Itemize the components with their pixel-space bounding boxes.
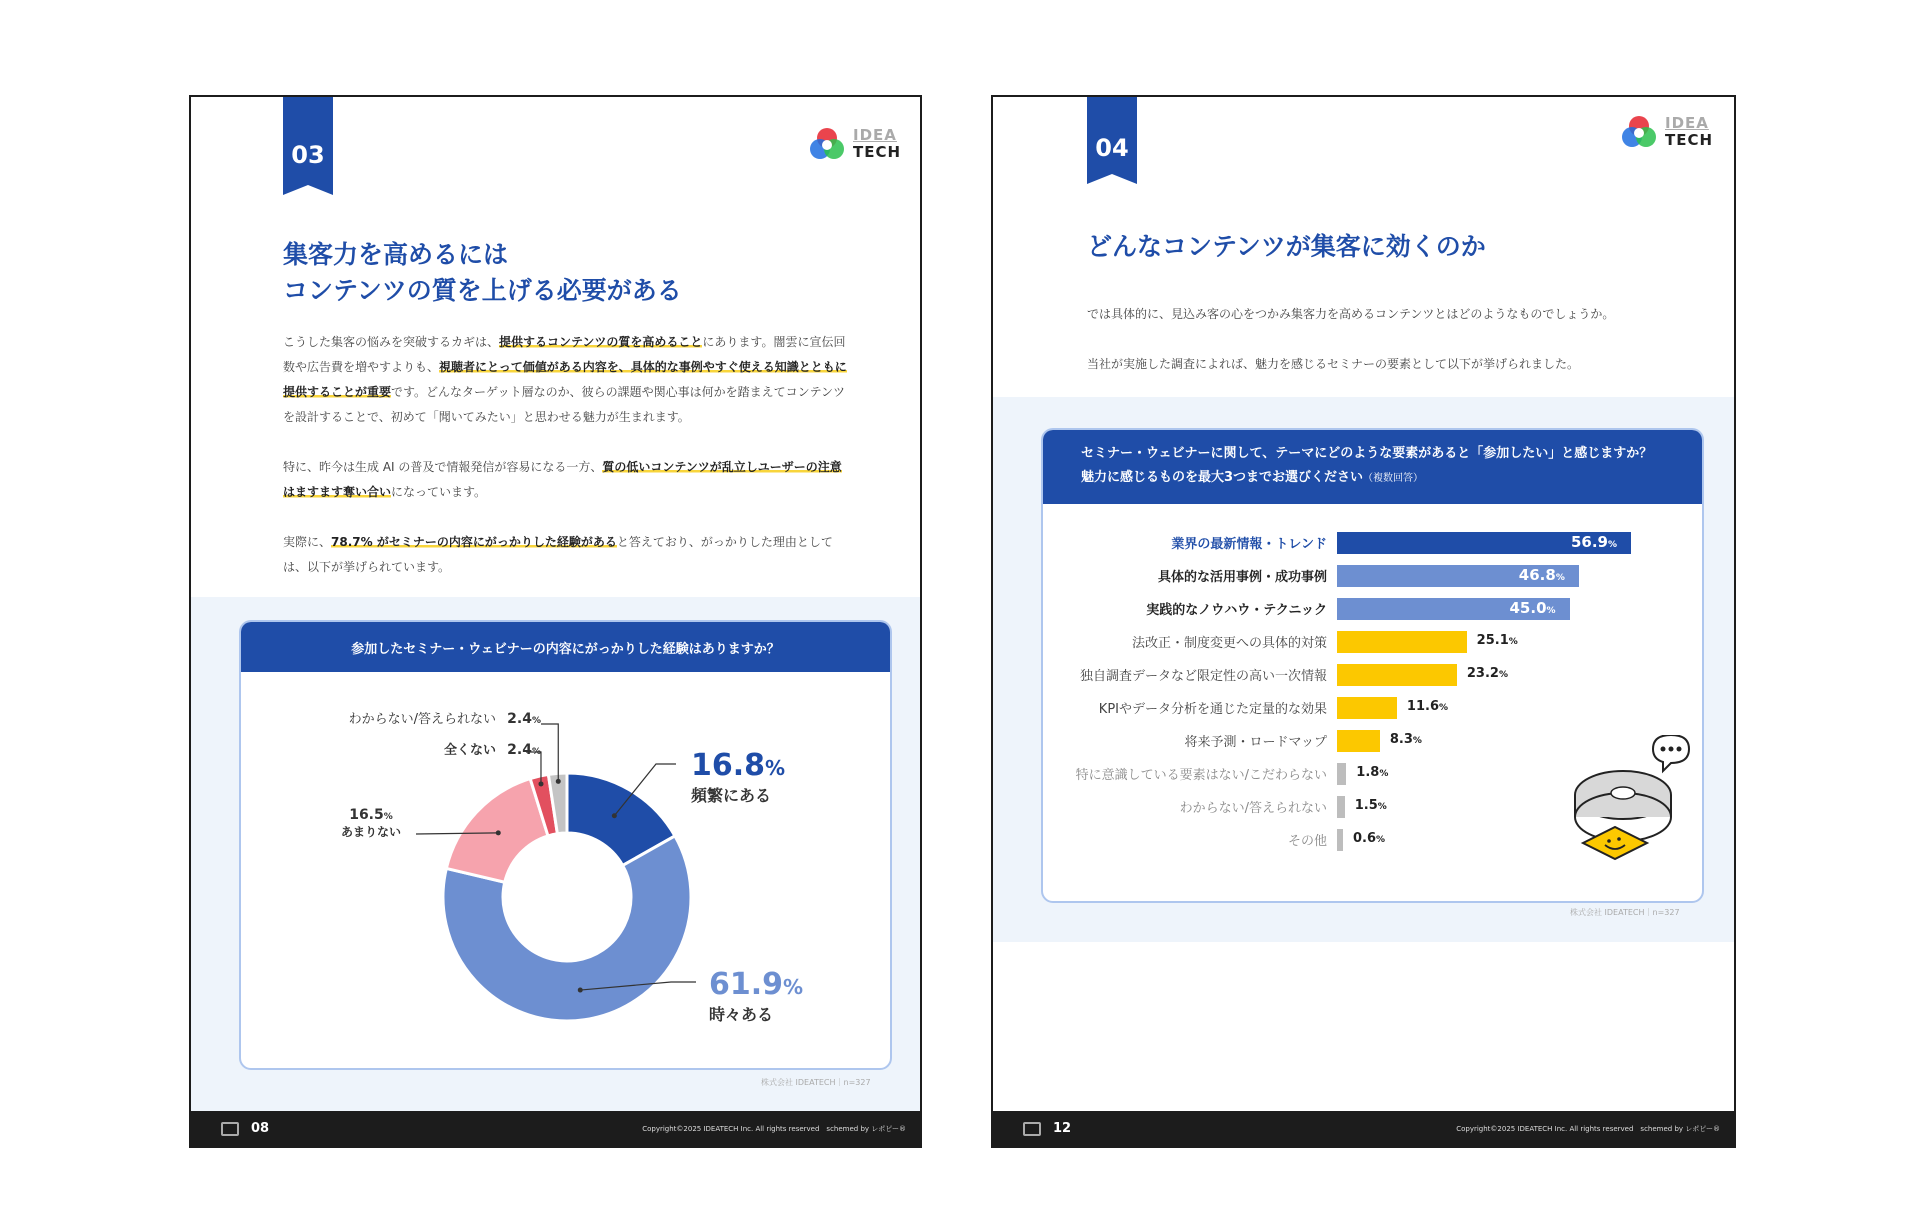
body-paragraph-1 xyxy=(283,330,853,430)
page-icon xyxy=(1023,1122,1041,1136)
page-icon xyxy=(221,1122,239,1136)
logo-text-tech: TECH xyxy=(1665,131,1714,149)
chart-question-note: （複数回答） xyxy=(1363,473,1424,484)
logo-text-idea: IDEA xyxy=(1665,114,1709,132)
page-title-line1: 集客力を高めるには xyxy=(283,240,509,269)
bar-category-label: 特に意識している要素はない/こだわらない xyxy=(1075,768,1327,783)
copyright: Copyright©2025 IDEATECH Inc. All rights reserved schemed by レポピー® xyxy=(642,1124,906,1133)
bar-category-label: 独自調査データなど限定性の高い一次情報 xyxy=(1079,669,1327,684)
bar-category-label: 業界の最新情報・トレンド xyxy=(1171,537,1327,552)
leader-dot xyxy=(496,830,501,835)
section-number-badge xyxy=(1087,97,1137,174)
name-rarely: あまりない xyxy=(340,825,401,839)
leader-dot xyxy=(578,988,583,993)
bar-value-label: 25.1% xyxy=(1476,633,1518,648)
body-paragraph-2 xyxy=(283,455,853,505)
page-title xyxy=(283,237,843,309)
highlighted-text: 視聴者にとって価値がある内容を、具体的な事例やすぐ使える知識とともに提供することが重要 xyxy=(283,360,847,399)
report-page-08 xyxy=(189,95,922,1148)
bar-row xyxy=(1043,662,1704,688)
bar-category-label: 将来予測・ロードマップ xyxy=(1184,735,1327,750)
bar-category-label: 法改正・制度変更への具体的対策 xyxy=(1131,636,1327,651)
leader-dot xyxy=(612,813,617,818)
name-sometimes: 時々ある xyxy=(709,1005,774,1024)
donut-slice xyxy=(446,779,548,883)
chart-question-line1: セミナー・ウェビナーに関して、テーマにどのような要素があると「参加したい」と感じますか？ xyxy=(1081,446,1653,461)
label-rarely: 16.5% あまりない xyxy=(331,807,411,840)
pct-rarely: 16.5 xyxy=(349,807,384,823)
pct-sometimes: 61.9% xyxy=(709,967,804,1002)
highlighted-text: 提供するコンテンツの質を高めること xyxy=(499,335,703,349)
body-text: になっています。 xyxy=(391,485,487,499)
page-number: 12 xyxy=(1053,1121,1072,1136)
pct-unknown: 2.4 xyxy=(507,711,532,727)
name-never: 全くない xyxy=(444,743,497,758)
bar-value-label: 11.6% xyxy=(1406,699,1449,714)
bar-category-label: KPIやデータ分析を通じた定量的な効果 xyxy=(1098,702,1327,717)
bar xyxy=(1337,631,1467,653)
body-paragraph-2: 当社が実施した調査によれば、魅力を感じるセミナーの要素として以下が挙げられました。 xyxy=(1087,357,1580,371)
bar xyxy=(1337,730,1380,752)
body-text: にあります。 xyxy=(702,335,774,349)
ideatech-logo xyxy=(807,124,901,164)
bar-value-label: 23.2% xyxy=(1466,666,1508,681)
name-frequent: 頻繁にある xyxy=(691,786,772,805)
body-text: です。どんなターゲット層なのか、彼らの課題や関心事は何かを踏まえてコンテンツを設計することで、初めて「聞いてみたい」と思わせる魅力が生まれます。 xyxy=(283,385,845,424)
bar xyxy=(1337,697,1397,719)
bar-row xyxy=(1043,629,1704,655)
bar-value-label: 0.6% xyxy=(1353,831,1386,846)
name-unknown: わからない/答えられない xyxy=(348,712,497,727)
highlighted-text: 質の低いコンテンツが乱立しユーザーの注意はますます奪い合い xyxy=(283,460,842,499)
data-source-note: 株式会社 IDEATECH｜n=327 xyxy=(761,1078,871,1087)
leader-dot xyxy=(556,779,561,784)
chart-question: 参加したセミナー・ウェビナーの内容にがっかりした経験はありますか？ xyxy=(241,622,890,672)
bar-category-label: わからない/答えられない xyxy=(1179,801,1327,816)
bar-chart-card xyxy=(1041,428,1704,903)
page-number: 08 xyxy=(251,1121,270,1136)
section-number-badge xyxy=(283,97,333,185)
leader-dot xyxy=(538,781,543,786)
page-footer xyxy=(993,1111,1734,1146)
label-never: 全くない 2.4% xyxy=(444,742,541,758)
bar-value-label: 45.0% xyxy=(1509,599,1556,617)
page-footer xyxy=(191,1111,920,1146)
ideatech-logo xyxy=(1619,112,1713,152)
pct-frequent: 16.8% xyxy=(691,748,786,783)
bar-value-label: 1.5% xyxy=(1354,798,1387,813)
body-text: 特に、昨今は生成 AI の普及で情報発信が容易になる一方、 xyxy=(283,460,603,474)
bar-row xyxy=(1043,530,1704,556)
copyright: Copyright©2025 IDEATECH Inc. All rights reserved schemed by レポピー® xyxy=(1456,1124,1720,1133)
label-frequent xyxy=(691,748,785,806)
chart-question xyxy=(1043,430,1702,504)
body-paragraph-3 xyxy=(283,530,853,580)
bar xyxy=(1337,796,1345,818)
bar-category-label: その他 xyxy=(1287,834,1327,849)
body-text: 闇雲に宣伝回数や広告費を増やすよりも、 xyxy=(283,335,846,374)
bar-category-label: 具体的な活用事例・成功事例 xyxy=(1157,570,1327,585)
bar-row xyxy=(1043,563,1704,589)
pct-never: 2.4 xyxy=(507,742,532,758)
logo-mark-icon xyxy=(1619,112,1659,152)
donut-chart-card xyxy=(239,620,892,1070)
bar-value-label: 8.3% xyxy=(1389,732,1422,747)
data-source-note: 株式会社 IDEATECH｜n=327 xyxy=(1570,908,1680,917)
page-title-line2: コンテンツの質を上げる必要がある xyxy=(283,276,682,305)
section-number: 03 xyxy=(291,141,325,169)
bar-value-label: 56.9% xyxy=(1570,533,1618,551)
section-number: 04 xyxy=(1095,134,1129,162)
report-page-12 xyxy=(991,95,1736,1148)
bar xyxy=(1337,664,1457,686)
bar xyxy=(1337,763,1346,785)
bar-value-label: 46.8% xyxy=(1518,566,1565,584)
chart-question-line2: 魅力に感じるものを最大3つまでお選びください xyxy=(1081,470,1364,485)
speech-disc-illustration-icon xyxy=(1573,735,1703,875)
highlighted-text: 78.7% がセミナーの内容にがっかりした経験がある xyxy=(331,535,617,549)
logo-mark-icon xyxy=(807,124,847,164)
label-unknown: わからない/答えられない 2.4% xyxy=(348,711,541,727)
bar-value-label: 1.8% xyxy=(1356,765,1389,780)
logo-text-tech: TECH xyxy=(853,143,902,161)
label-sometimes xyxy=(709,967,803,1025)
body-text: 実際に、 xyxy=(283,535,332,549)
logo-text-idea: IDEA xyxy=(853,126,897,144)
page-title: どんなコンテンツが集客に効くのか xyxy=(1087,232,1486,261)
bar xyxy=(1337,829,1343,851)
body-paragraph-1: では具体的に、見込み客の心をつかみ集客力を高めるコンテンツとはどのようなものでしょうか。 xyxy=(1087,307,1615,321)
bar-row xyxy=(1043,596,1704,622)
bar-category-label: 実践的なノウハウ・テクニック xyxy=(1146,603,1327,618)
bar-row xyxy=(1043,695,1704,721)
body-text: こうした集客の悩みを突破するカギは、 xyxy=(283,335,500,349)
body-text: と答えており、がっかりした理由としては、以下が挙げられています。 xyxy=(283,535,833,574)
